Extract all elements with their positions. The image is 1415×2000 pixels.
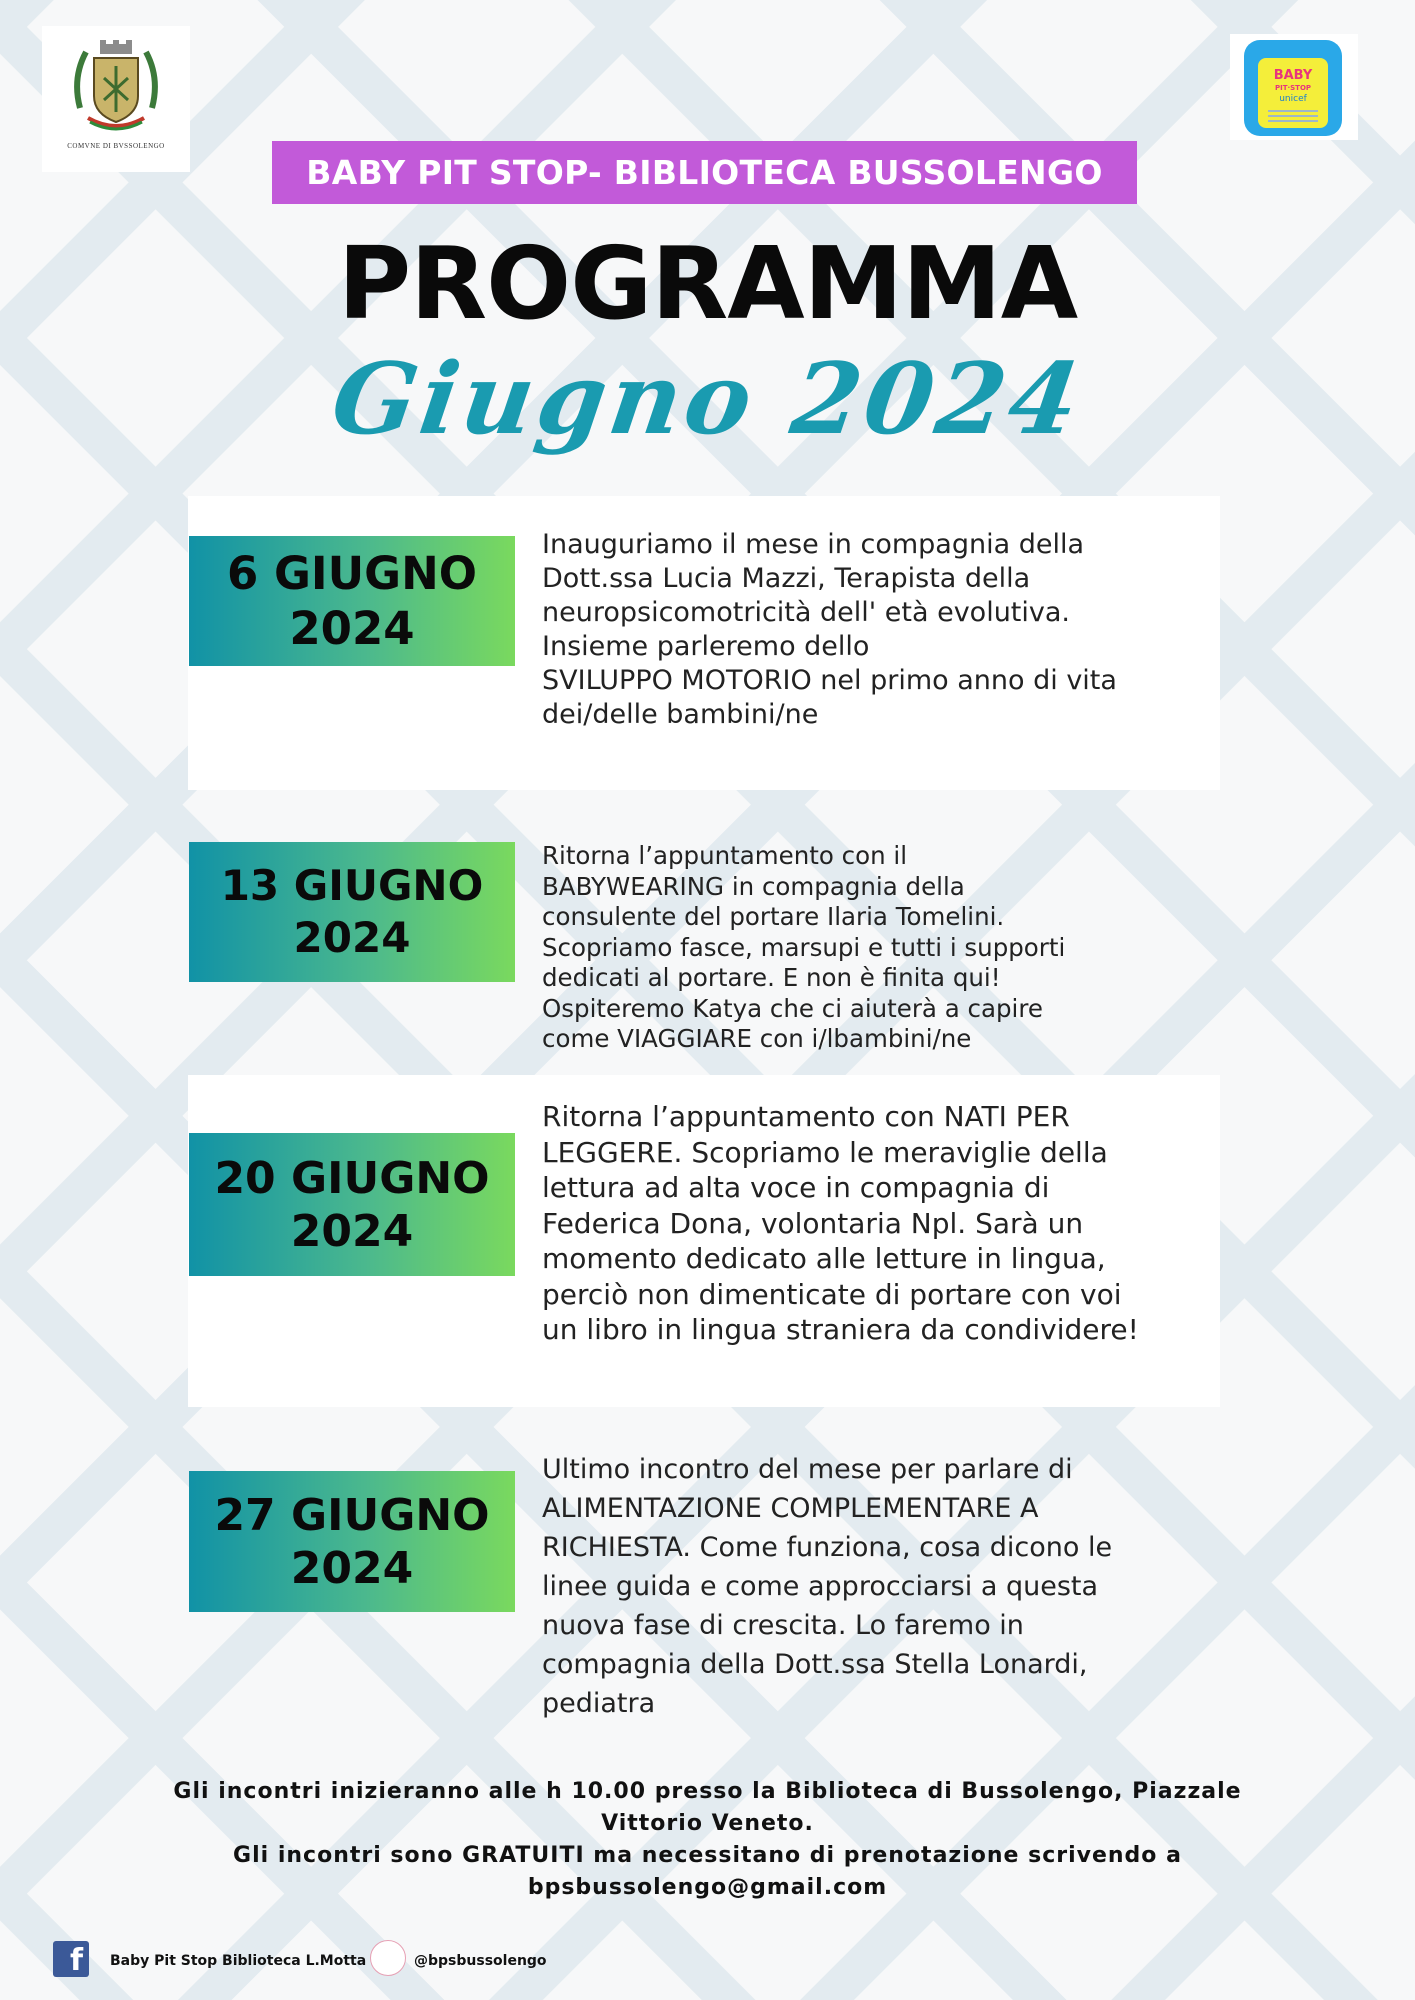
event-line: nuova fase di crescita. Lo faremo in	[542, 1610, 1024, 1641]
instagram-label[interactable]: @bpsbussolengo	[414, 1953, 547, 1969]
event-line: come VIAGGIARE con i/lbambini/ne	[542, 1024, 972, 1053]
event-day: 27 GIUGNO	[214, 1489, 490, 1541]
event-year: 2024	[290, 1205, 414, 1257]
event-date-2	[189, 842, 515, 982]
event-line: Ultimo incontro del mese per parlare di	[542, 1454, 1073, 1485]
comune-caption: COMVNE DI BVSSOLENGO	[67, 142, 165, 150]
facebook-label[interactable]: Baby Pit Stop Biblioteca L.Motta	[110, 1953, 367, 1969]
event-description-1	[542, 528, 1202, 732]
footer-line: Vittorio Veneto.	[601, 1811, 814, 1836]
comune-logo	[42, 26, 190, 172]
bps-word-baby: BABY	[1273, 68, 1313, 83]
facebook-icon[interactable]: f	[53, 1941, 89, 1977]
event-line: Federica Dona, volontaria Npl. Sarà un	[542, 1206, 1084, 1240]
coat-of-arms-icon	[70, 38, 162, 138]
event-description-4	[542, 1450, 1202, 1723]
footer-note	[120, 1776, 1295, 1904]
event-line: neuropsicomotricità dell' età evolutiva.	[542, 597, 1071, 628]
event-line: Ritorna l’appuntamento con il	[542, 841, 908, 870]
footer-line: Gli incontri inizieranno alle h 10.00 presso la Biblioteca di Bussolengo, Piazzale	[173, 1779, 1242, 1804]
event-line: Inauguriamo il mese in compagnia della	[542, 529, 1085, 560]
page-subtitle: Giugno 2024	[325, 342, 1090, 457]
event-line: LEGGERE. Scopriamo le meraviglie della	[542, 1135, 1108, 1169]
event-description-2	[542, 841, 1202, 1055]
bps-word-unicef: unicef	[1279, 94, 1307, 104]
event-line: Ritorna l’appuntamento con NATI PER	[542, 1100, 1070, 1133]
baby-pit-stop-badge	[1244, 40, 1342, 136]
event-year: 2024	[290, 1542, 414, 1594]
event-date-3	[189, 1133, 515, 1276]
header-ribbon: BABY PIT STOP- BIBLIOTECA BUSSOLENGO	[272, 141, 1137, 204]
event-line: Ospiteremo Katya che ci aiuterà a capire	[542, 993, 1043, 1023]
event-line: compagnia della Dott.ssa Stella Lonardi,	[542, 1649, 1088, 1680]
event-day: 13 GIUGNO	[220, 861, 484, 910]
event-line: Dott.ssa Lucia Mazzi, Terapista della	[542, 563, 1031, 594]
event-day: 20 GIUGNO	[214, 1152, 490, 1204]
page-title: PROGRAMMA	[337, 225, 1078, 342]
event-line: perciò non dimenticate di portare con voi	[542, 1277, 1122, 1311]
event-line: dedicati al portare. E non è finita qui!	[542, 963, 1001, 992]
instagram-icon[interactable]	[370, 1940, 406, 1976]
footer-line: Gli incontri sono GRATUITI ma necessitano di prenotazione scrivendo a	[233, 1843, 1182, 1868]
footer-email[interactable]: bpsbussolengo@gmail.com	[527, 1875, 888, 1900]
event-line: ALIMENTAZIONE COMPLEMENTARE A	[542, 1493, 1039, 1524]
event-line: Scopriamo fasce, marsupi e tutti i supporti	[542, 932, 1066, 962]
event-line: BABYWEARING in compagnia della	[542, 871, 965, 901]
event-date-1	[189, 536, 515, 666]
event-year: 2024	[293, 913, 411, 962]
event-line: momento dedicato alle letture in lingua,	[542, 1242, 1106, 1275]
event-day: 6 GIUGNO	[226, 547, 478, 600]
event-line: pediatra	[542, 1688, 656, 1719]
event-description-3	[542, 1099, 1202, 1348]
event-year: 2024	[289, 602, 415, 655]
event-line: Insieme parleremo dello	[542, 631, 870, 662]
event-line: un libro in lingua straniera da condividere!	[542, 1313, 1139, 1346]
event-line: dei/delle bambini/ne	[542, 699, 819, 730]
bps-word-pitstop: PIT·STOP	[1274, 84, 1312, 92]
event-date-4	[189, 1471, 515, 1612]
event-line: linee guida e come approcciarsi a questa	[542, 1571, 1099, 1602]
event-line: SVILUPPO MOTORIO nel primo anno di vita	[542, 665, 1117, 696]
event-line: consulente del portare Ilaria Tomelini.	[542, 902, 1005, 931]
baby-pit-stop-logo	[1230, 34, 1358, 140]
bps-small-print	[1268, 110, 1318, 125]
event-line: RICHIESTA. Come funziona, cosa dicono le	[542, 1532, 1113, 1563]
event-line: lettura ad alta voce in compagnia di	[542, 1171, 1050, 1204]
